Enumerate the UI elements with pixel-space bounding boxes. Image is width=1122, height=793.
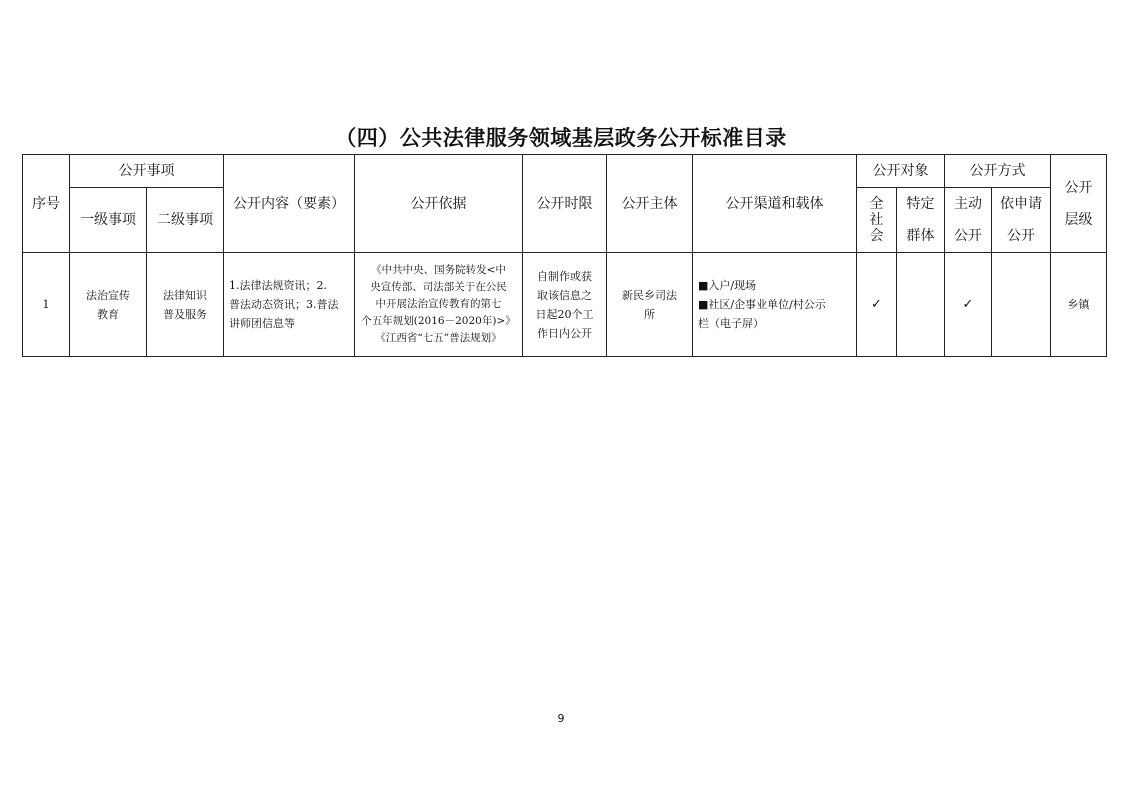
header-level2: 二级事项 (147, 188, 224, 253)
cell-content (224, 253, 355, 357)
page-number: 9 (557, 712, 565, 725)
header-mode-request-line-2: 公开 (1007, 228, 1035, 244)
header-mode-request-line-1: 依申请 (1000, 196, 1042, 212)
header-row-1 (23, 155, 1107, 188)
cell-content-line: 普法动态资讯；3.普法 (229, 298, 339, 311)
table-row (23, 253, 1107, 357)
cell-basis-line: 中开展法治宣传教育的第七 (375, 298, 502, 310)
cell-level2 (147, 253, 224, 357)
header-mode-active-line-1: 主动 (954, 196, 982, 212)
cell-channel-line: ■社区/企事业单位/村公示 (698, 298, 826, 311)
header-target-all (857, 188, 897, 253)
header-content: 公开内容（要素） (224, 155, 355, 253)
header-subject: 公开主体 (607, 155, 693, 253)
header-mode-active-line-2: 公开 (954, 228, 982, 244)
cell-content-line: 1.法律法规资讯；2. (229, 279, 327, 292)
header-target-all-text: 全社会 (869, 195, 884, 244)
cell-subject-line: 所 (644, 307, 655, 321)
header-basis: 公开依据 (355, 155, 523, 253)
cell-basis (355, 253, 523, 357)
header-target-specific-line-2: 群体 (906, 228, 935, 244)
header-level1: 一级事项 (70, 188, 147, 253)
cell-time-limit-line: 作日内公开 (537, 326, 592, 340)
cell-level2-line: 法律知识 (163, 288, 207, 302)
header-seq: 序号 (23, 155, 70, 253)
header-mode-request (992, 188, 1051, 253)
cell-channel (693, 253, 857, 357)
cell-mode-request-check (992, 253, 1051, 357)
cell-level1-line: 法治宣传 (86, 288, 130, 302)
cell-seq: 1 (23, 253, 70, 357)
header-target-specific-line-1: 特定 (906, 196, 935, 212)
header-channel: 公开渠道和载体 (693, 155, 857, 253)
cell-level2-line: 普及服务 (163, 307, 207, 321)
cell-time-limit (523, 253, 607, 357)
cell-content-line: 讲师团信息等 (229, 317, 295, 330)
header-mode-active (945, 188, 992, 253)
cell-target-specific-check (897, 253, 945, 357)
cell-subject-line: 新民乡司法 (622, 288, 677, 302)
header-level-line-2: 层级 (1064, 211, 1093, 228)
cell-target-all-check: ✓ (857, 253, 897, 357)
cell-channel-line: 栏（电子屏） (698, 317, 764, 330)
cell-channel-line: ■入户/现场 (698, 279, 757, 292)
header-item-group: 公开事项 (70, 155, 224, 188)
cell-level1-line: 教育 (97, 307, 119, 321)
cell-time-limit-line: 日起20个工 (535, 307, 594, 321)
header-mode-group: 公开方式 (945, 155, 1051, 188)
cell-time-limit-line: 自制作或获 (537, 269, 592, 283)
cell-time-limit-line: 取该信息之 (537, 288, 592, 302)
disclosure-catalog-table (22, 154, 1107, 357)
header-target-specific (897, 188, 945, 253)
cell-basis-line: 《中共中央、国务院转发<中 (371, 264, 506, 276)
page-title: （四）公共法律服务领域基层政务公开标准目录 (335, 125, 787, 150)
cell-mode-active-check: ✓ (945, 253, 992, 357)
cell-basis-line: 央宣传部、司法部关于在公民 (370, 281, 507, 293)
cell-basis-line: 《江西省“七五”普法规划》 (375, 332, 502, 344)
cell-level: 乡镇 (1051, 253, 1107, 357)
cell-level1 (70, 253, 147, 357)
header-time-limit: 公开时限 (523, 155, 607, 253)
header-target-group: 公开对象 (857, 155, 945, 188)
header-level-line-1: 公开 (1064, 179, 1093, 196)
header-level (1051, 155, 1107, 253)
cell-subject (607, 253, 693, 357)
cell-basis-line: 个五年规划(2016－2020年)>》 (361, 315, 516, 327)
